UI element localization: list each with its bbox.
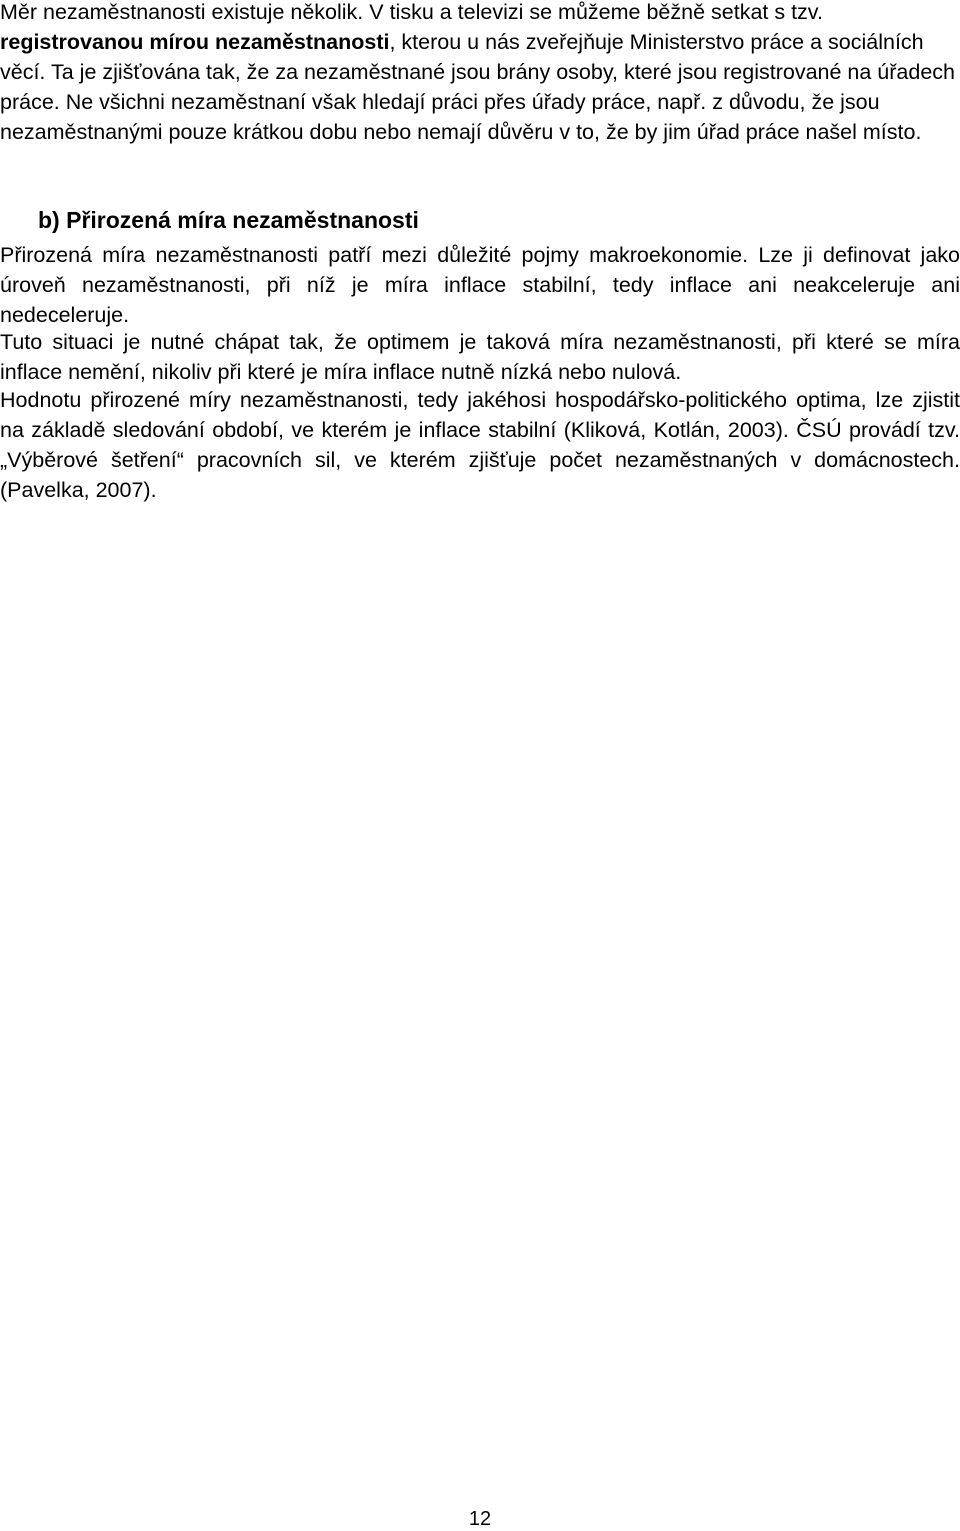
- page-number: 12: [468, 1508, 492, 1530]
- section-heading: b) Přirozená míra nezaměstnanosti: [38, 207, 419, 233]
- paragraph-text: , kterou u nás zveřejňuje Ministerstvo práce a sociálních věcí. Ta je zjišťována tak, že za nezaměstnané jsou brány osoby, které jsou registrované na úřadech práce. Ne všichni nezaměstnaní však hledají práci přes úřady práce, např. z důvodu, že jsou nezaměstnanými pouze krátkou dobu nebo nemají důvěru v to, že by jim úřad práce našel místo.: [0, 30, 955, 144]
- paragraph-natural-rate-value: Hodnotu přirozené míry nezaměstnanosti, tedy jakéhosi hospodářsko-politického optima, lze zjistit na základě sledování období, ve kterém je inflace stabilní (Kliková, Kotlán, 2003). ČSÚ provádí tzv. „Výběrové šetření“ pracovních sil, ve kterém zjišťuje počet nezaměstnaných v domácnostech. (Pavelka, 2007).: [0, 388, 960, 502]
- bold-term-registered-rate: registrovanou mírou nezaměstnanosti: [0, 30, 390, 54]
- paragraph-natural-rate-definition: Přirozená míra nezaměstnanosti patří mezi důležité pojmy makroekonomie. Lze ji definovat jako úroveň nezaměstnanosti, při níž je míra inflace stabilní, tedy inflace ani neakceleruje ani nedeceleruje.: [0, 243, 960, 327]
- paragraph-optimum-explanation: Tuto situaci je nutné chápat tak, že optimem je taková míra nezaměstnanosti, při které se míra inflace nemění, nikoliv při které je míra inflace nutně nízká nebo nulová.: [0, 330, 960, 384]
- paragraph-unemployment-measures: [0, 0, 960, 147]
- paragraph-text: Měr nezaměstnanosti existuje několik. V tisku a televizi se můžeme běžně setkat s tzv.: [0, 0, 823, 24]
